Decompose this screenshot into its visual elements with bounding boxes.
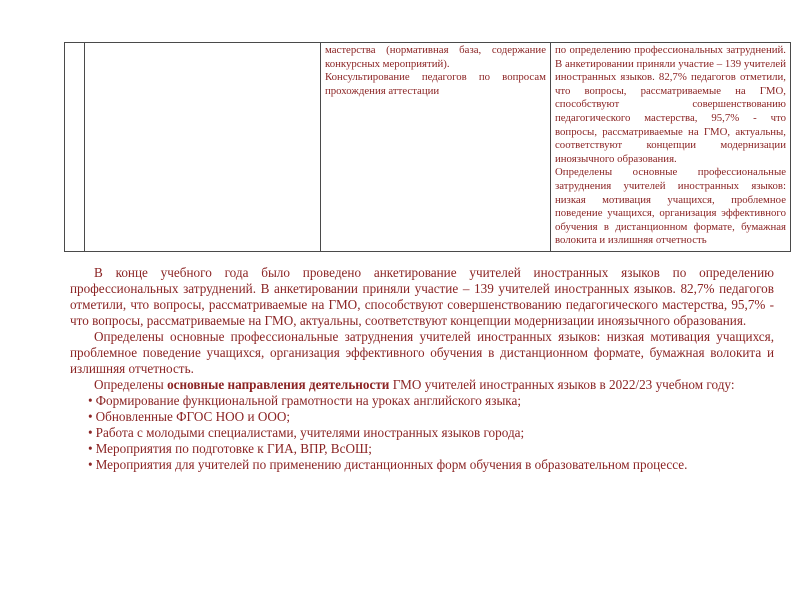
cell-results-paragraph-1: по определению профессиональных затруднений. В анкетировании приняли участие – 139 учителей иностранных языков. 82,7% педагогов отметили, что вопросы, рассматриваемые на ГМО, способствуют совершенствованию педагогического мастерства, 95,7% - что вопросы, рассматриваемые на ГМО, актуальны, соответствуют концепции модернизации иноязычного образования. xyxy=(555,44,786,165)
table-cell-survey-results xyxy=(551,43,791,252)
bullet-item-gia-vpr xyxy=(70,441,774,457)
bullet-item-distance-learning xyxy=(70,457,774,473)
table-cell-empty-column xyxy=(85,43,321,252)
bullet-text: Работа с молодыми специалистами, учителями иностранных языков города; xyxy=(95,424,525,440)
directions-intro-suffix: ГМО учителей иностранных языков в 2022/23 учебном году: xyxy=(389,376,735,392)
bullet-item-young-specialists xyxy=(70,425,774,441)
continuation-table xyxy=(64,42,791,252)
table-cell-number-column xyxy=(65,43,85,252)
document-page xyxy=(0,42,800,608)
cell-results-paragraph-2: Определены основные профессиональные затруднения учителей иностранных языков: низкая мотивация учащихся, проблемное поведение учащихся, организация эффективного обучения в дистанционном формате, бумажная волокита и излишняя отчетность xyxy=(555,166,786,247)
paragraph-difficulties: Определены основные профессиональные затруднения учителей иностранных языков: низкая мотивация учащихся, проблемное поведение учащихся, организация эффективного обучения в дистанционном формате, бумажная волокита и излишняя отчетность. xyxy=(70,328,774,376)
body-text-block xyxy=(70,265,774,473)
paragraph-survey-results: В конце учебного года было проведено анкетирование учителей иностранных языков по определению профессиональных затруднений. В анкетировании приняли участие – 139 учителей иностранных языков. 82,7% педагогов отметили, что вопросы, рассматриваемые на ГМО, способствуют совершенствованию педагогического мастерства, 95,7% - что вопросы, рассматриваемые на ГМО, актуальны, соответствуют концепции модернизации иноязычного образования. xyxy=(70,264,774,328)
bullet-marker: • xyxy=(88,440,93,456)
bullet-text: Мероприятия по подготовке к ГИА, ВПР, ВсОШ; xyxy=(95,440,372,456)
bullet-text: Формирование функциональной грамотности на уроках английского языка; xyxy=(95,392,522,408)
cell-activities-paragraph-2: Консультирование педагогов по вопросам прохождения аттестации xyxy=(325,71,546,97)
directions-bold-label: основные направления деятельности xyxy=(167,376,390,392)
bullet-marker: • xyxy=(88,408,93,424)
cell-activities-paragraph-1: мастерства (нормативная база, содержание конкурсных мероприятий). xyxy=(325,44,546,70)
table-row xyxy=(65,43,791,252)
bullet-item-functional-literacy xyxy=(70,393,774,409)
table-cell-activities xyxy=(321,43,551,252)
directions-intro-prefix: Определены xyxy=(94,376,168,392)
bullet-marker: • xyxy=(88,424,93,440)
paragraph-directions-intro xyxy=(70,377,774,393)
bullet-text: Обновленные ФГОС НОО и ООО; xyxy=(95,408,291,424)
bullet-marker: • xyxy=(88,456,93,472)
bullet-marker: • xyxy=(88,392,93,408)
bullet-item-fgos xyxy=(70,409,774,425)
bullet-text: Мероприятия для учителей по применению дистанционных форм обучения в образовательном процессе. xyxy=(95,456,688,472)
